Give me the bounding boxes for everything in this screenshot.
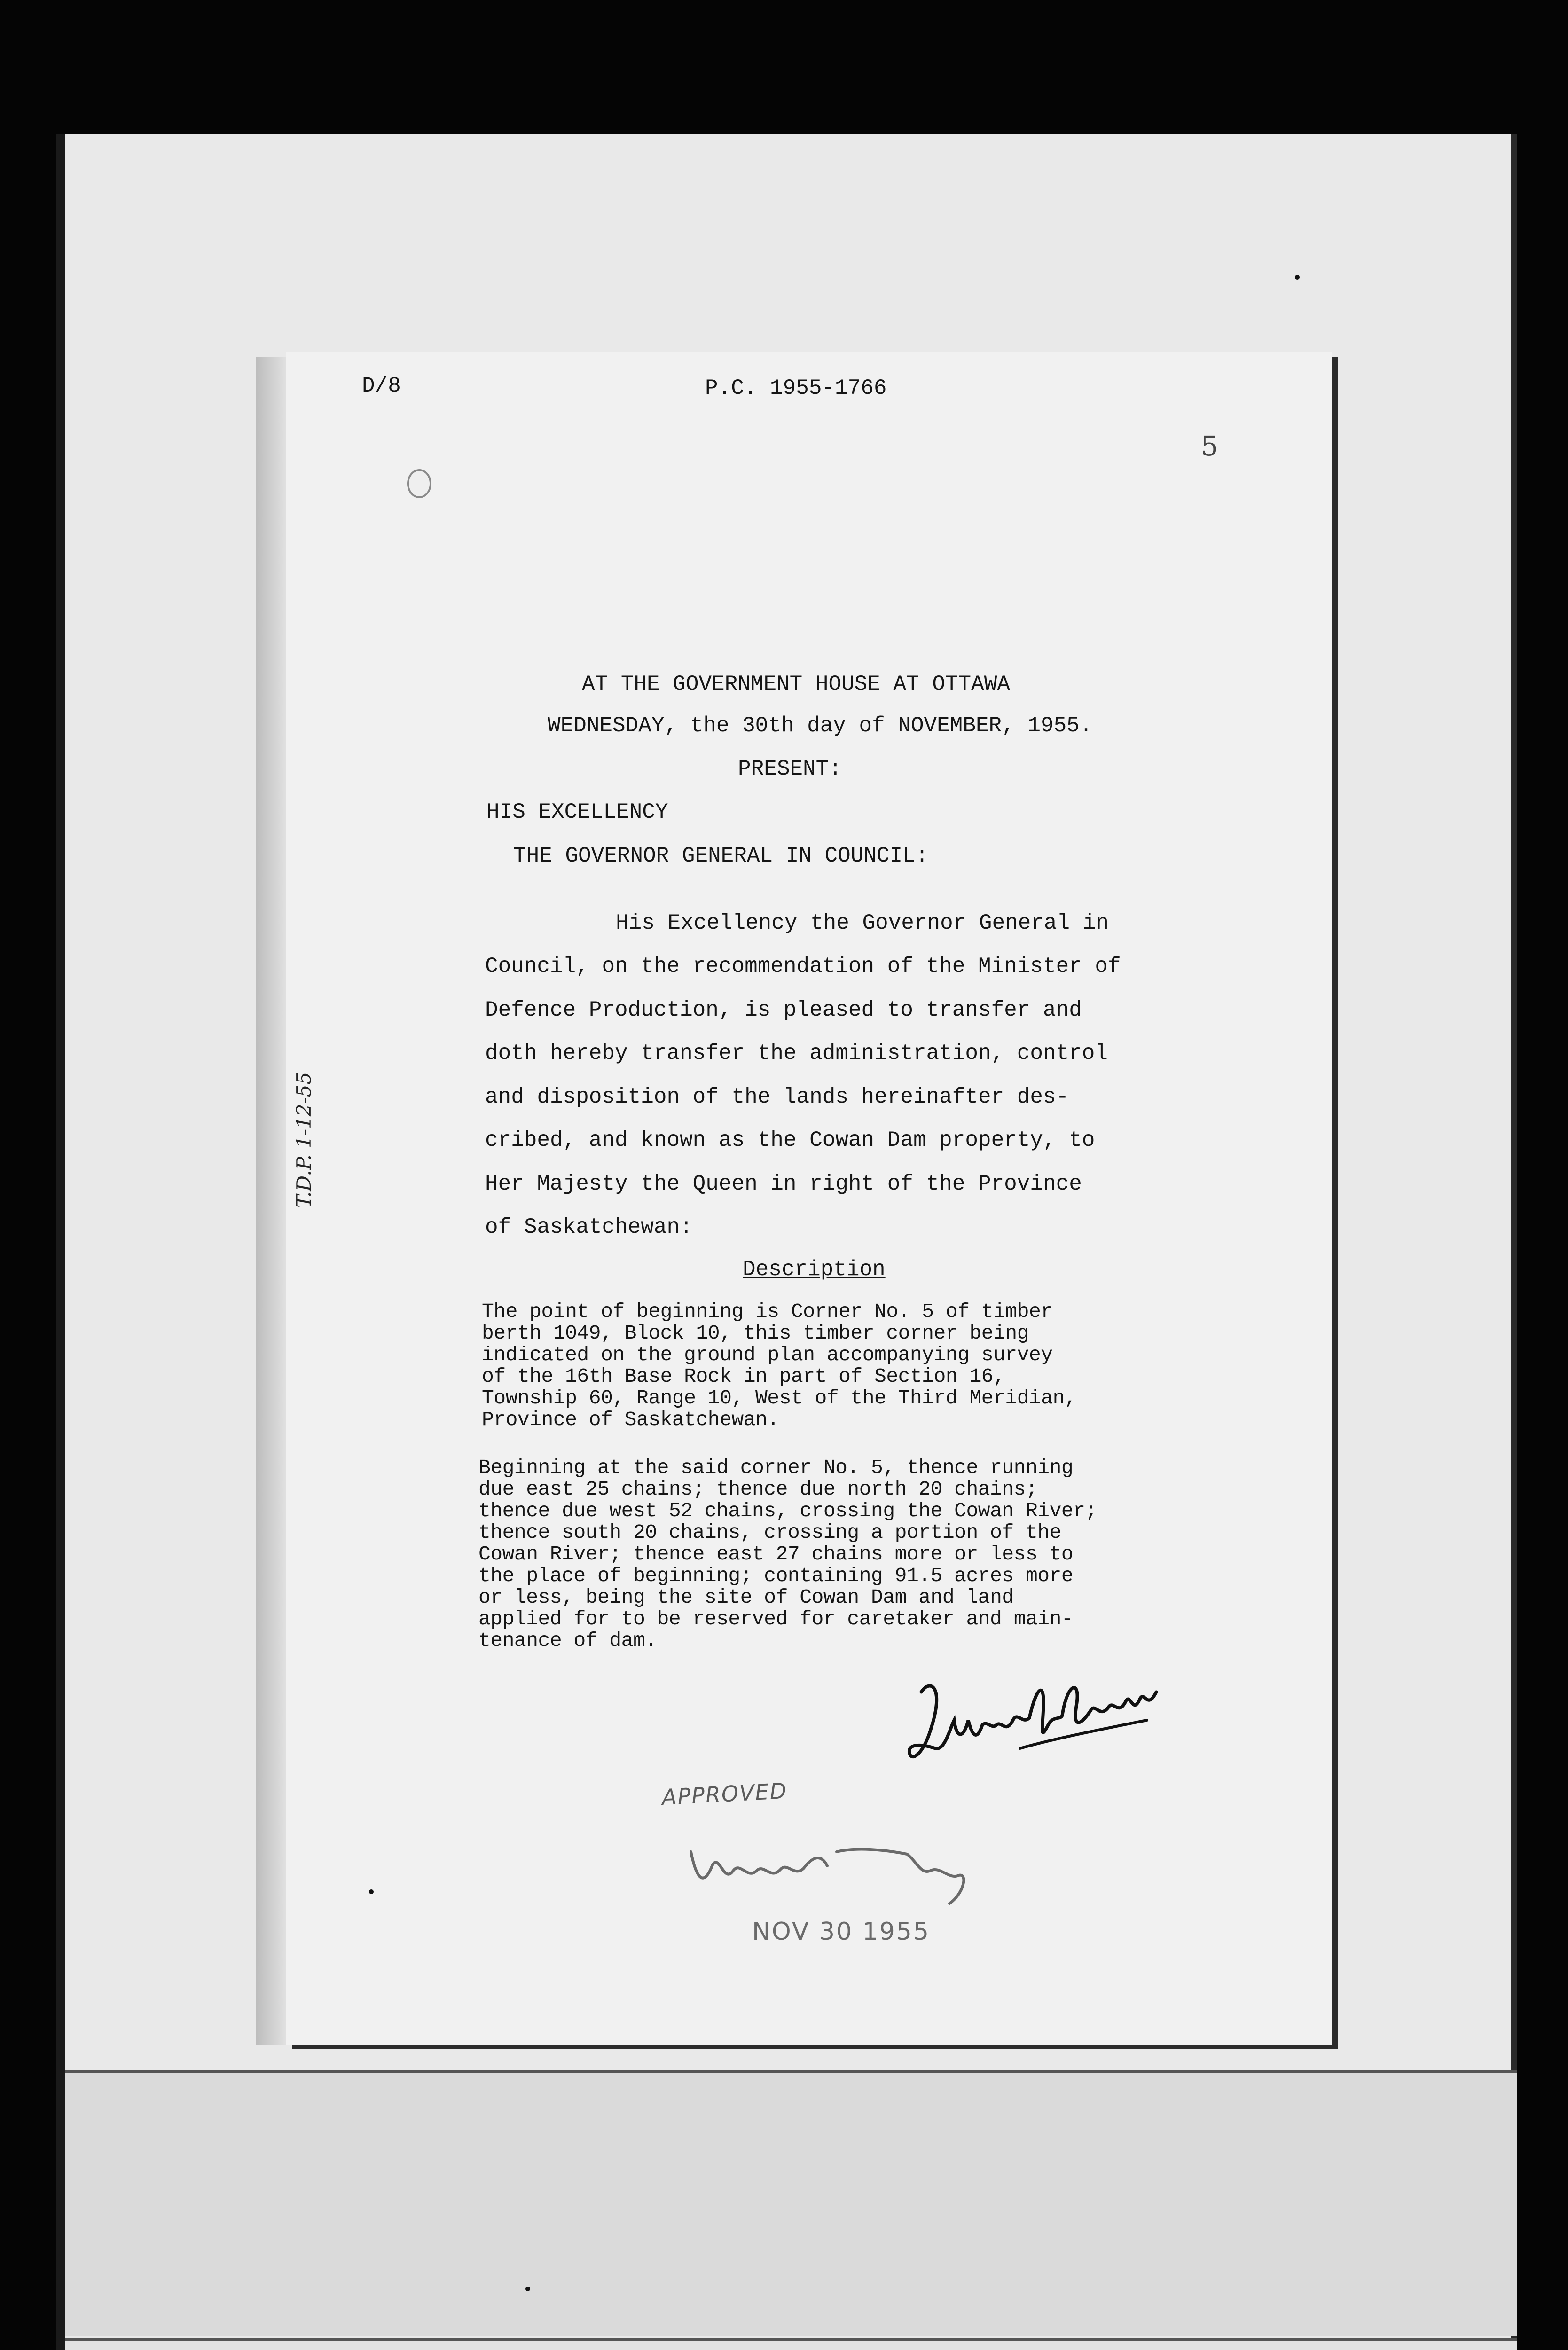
heading-date: WEDNESDAY, the 30th day of NOVEMBER, 1955. — [548, 713, 1093, 738]
description-line: Province of Saskatchewan. — [482, 1408, 779, 1431]
description-line: Cowan River; thence east 27 chains more or less to — [478, 1543, 1074, 1566]
body-line: and disposition of the lands hereinafter des- — [485, 1085, 1069, 1109]
description-line: of the 16th Base Rock in part of Section 16, — [482, 1365, 1005, 1388]
body-line: Her Majesty the Queen in right of the Province — [485, 1172, 1082, 1196]
description-line: applied for to be reserved for caretaker and main- — [478, 1607, 1074, 1630]
minister-signature-icon — [902, 1673, 1166, 1777]
body-line: Defence Production, is pleased to transfer and — [485, 998, 1082, 1022]
present-label: PRESENT: — [738, 757, 842, 781]
governor-council-title: THE GOVERNOR GENERAL IN COUNCIL: — [513, 844, 929, 868]
film-speck — [369, 1889, 374, 1894]
description-line: tenance of dam. — [478, 1629, 657, 1652]
sheet-curl-shadow — [256, 357, 289, 2044]
body-line: cribed, and known as the Cowan Dam property, to — [485, 1128, 1095, 1152]
page-number: 5 — [1201, 430, 1218, 462]
body-line: Council, on the recommendation of the Minister of — [485, 954, 1121, 979]
punch-hole-icon — [407, 469, 431, 498]
film-speck — [525, 2287, 530, 2291]
body-line: of Saskatchewan: — [485, 1215, 693, 1239]
approved-label: APPROVED — [661, 1778, 788, 1810]
description-line: Beginning at the said corner No. 5, thence running — [478, 1456, 1074, 1479]
description-line: due east 25 chains; thence due north 20 chains; — [478, 1478, 1038, 1501]
description-line: thence due west 52 chains, crossing the Cowan River; — [478, 1499, 1097, 1522]
description-line: Township 60, Range 10, West of the Third Meridian, — [482, 1386, 1077, 1410]
description-heading: Description — [743, 1257, 886, 1282]
body-line: His Excellency the Governor General in — [616, 911, 1109, 935]
date-stamp: NOV 30 1955 — [752, 1918, 931, 1946]
file-code: D/8 — [362, 374, 401, 398]
frame-edge — [1511, 134, 1517, 2350]
margin-note: T.D.P. 1-12-55 — [292, 1072, 315, 1208]
film-band-upper — [65, 2070, 1517, 2336]
description-line: berth 1049, Block 10, this timber corner being — [482, 1322, 1029, 1345]
excellency-title: HIS EXCELLENCY — [486, 800, 668, 824]
body-line: doth hereby transfer the administration, control — [485, 1041, 1108, 1065]
description-line: thence south 20 chains, crossing a portion of the — [478, 1521, 1061, 1544]
order-number: P.C. 1955-1766 — [705, 376, 887, 400]
governor-general-signature-icon — [686, 1833, 978, 1913]
heading-location: AT THE GOVERNMENT HOUSE AT OTTAWA — [582, 672, 1010, 697]
document-sheet — [286, 352, 1332, 2044]
description-line: indicated on the ground plan accompanying survey — [482, 1343, 1053, 1366]
film-speck — [1295, 275, 1300, 280]
film-band-lower — [65, 2338, 1517, 2350]
description-line: or less, being the site of Cowan Dam and land — [478, 1586, 1014, 1609]
description-line: The point of beginning is Corner No. 5 of timber — [482, 1300, 1053, 1323]
description-line: the place of beginning; containing 91.5 acres more — [478, 1564, 1074, 1587]
